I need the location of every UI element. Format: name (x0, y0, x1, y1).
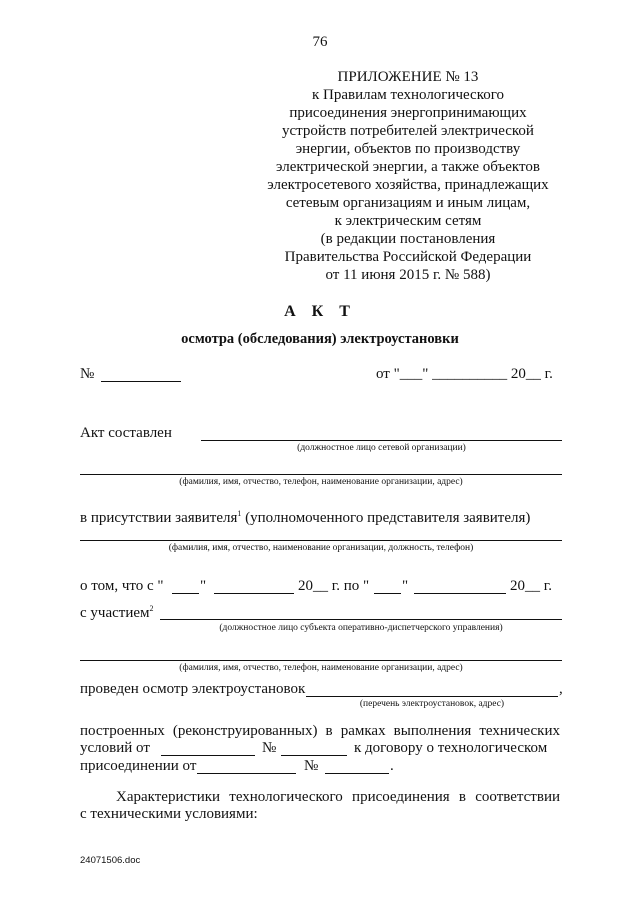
built-contract-text: к договору о технологическом (354, 740, 548, 756)
applicant-field[interactable] (80, 540, 562, 541)
footer-filename: 24071506.doc (80, 855, 141, 866)
inspection-comma: , (559, 681, 563, 697)
appendix-line: присоединения энергопринимающих (289, 105, 527, 121)
fio-field-2[interactable] (80, 660, 562, 661)
appendix-line: к Правилам технологического (311, 87, 505, 103)
number-field[interactable] (101, 381, 181, 382)
period-end-text: 20__ г. (510, 578, 552, 594)
conditions-number-field[interactable] (281, 755, 347, 756)
number-label: № (80, 366, 95, 382)
composed-label: Акт составлен (80, 425, 172, 441)
page-number: 76 (312, 34, 328, 50)
installations-field[interactable] (306, 696, 558, 697)
period-start-text: о том, что с " (80, 578, 164, 594)
built-number-label: № (262, 740, 277, 756)
built-line-1: построенных (реконструированных) в рамках выполнения технических (80, 723, 560, 739)
period-month-to-field[interactable] (414, 593, 506, 594)
appendix-line: к электрическим сетям (334, 213, 482, 229)
appendix-line: электрической энергии, а также объектов (276, 159, 540, 175)
appendix-line: Правительства Российской Федерации (284, 249, 532, 265)
characteristics-line-2: с техническими условиями: (80, 806, 258, 822)
fio-field[interactable] (80, 474, 562, 475)
appendix-header (258, 68, 558, 284)
caption-installations: (перечень электроустановок, адрес) (359, 699, 505, 709)
built-connection-label: присоединении от (80, 758, 197, 774)
dispatch-official-field[interactable] (160, 619, 562, 620)
built-number-label-2: № (304, 758, 319, 774)
period-quote: " (200, 578, 207, 594)
built-conditions-label: условий от (80, 740, 150, 756)
caption-network-official: (должностное лицо сетевой организации) (297, 443, 466, 453)
appendix-line: ПРИЛОЖЕНИЕ № 13 (337, 69, 479, 85)
period-quote-2: " (402, 578, 409, 594)
period-mid-text: 20__ г. по " (298, 578, 370, 594)
appendix-line: энергии, объектов по производству (295, 141, 521, 157)
act-subtitle: осмотра (обследования) электроустановки (181, 331, 459, 347)
appendix-line: (в редакции постановления (320, 231, 496, 247)
period-month-from-field[interactable] (214, 593, 294, 594)
date-from: от "___" __________ 20__ г. (376, 366, 553, 382)
caption-fio-position: (фамилия, имя, отчество, наименование организации, должность, телефон) (168, 543, 474, 553)
characteristics-line-1: Характеристики технологического присоединения в соответствии (116, 789, 560, 805)
appendix-line: от 11 июня 2015 г. № 588) (325, 267, 491, 283)
period-day-to-field[interactable] (374, 593, 401, 594)
contract-date-field[interactable] (197, 773, 296, 774)
period-day-from-field[interactable] (172, 593, 199, 594)
participation-text: с участием$^2$ (80, 604, 154, 621)
presence-text: в присутствии заявителя$^1$ (уполномоченного представителя заявителя) (80, 509, 531, 526)
caption-dispatch-official: (должностное лицо субъекта оперативно-диспетчерского управления) (219, 623, 503, 633)
built-period: . (390, 758, 394, 774)
appendix-line: электросетевого хозяйства, принадлежащих (267, 177, 549, 193)
act-title: А К Т (284, 303, 356, 320)
appendix-line: устройств потребителей электрической (282, 123, 534, 139)
conditions-date-field[interactable] (161, 755, 255, 756)
caption-fio-address-2: (фамилия, имя, отчество, телефон, наименование организации, адрес) (179, 663, 463, 673)
inspection-label: проведен осмотр электроустановок (80, 681, 306, 697)
network-official-field[interactable] (201, 440, 562, 441)
caption-fio-address: (фамилия, имя, отчество, телефон, наименование организации, адрес) (179, 477, 463, 487)
appendix-line: сетевым организациям и иным лицам, (285, 195, 531, 211)
contract-number-field[interactable] (325, 773, 389, 774)
